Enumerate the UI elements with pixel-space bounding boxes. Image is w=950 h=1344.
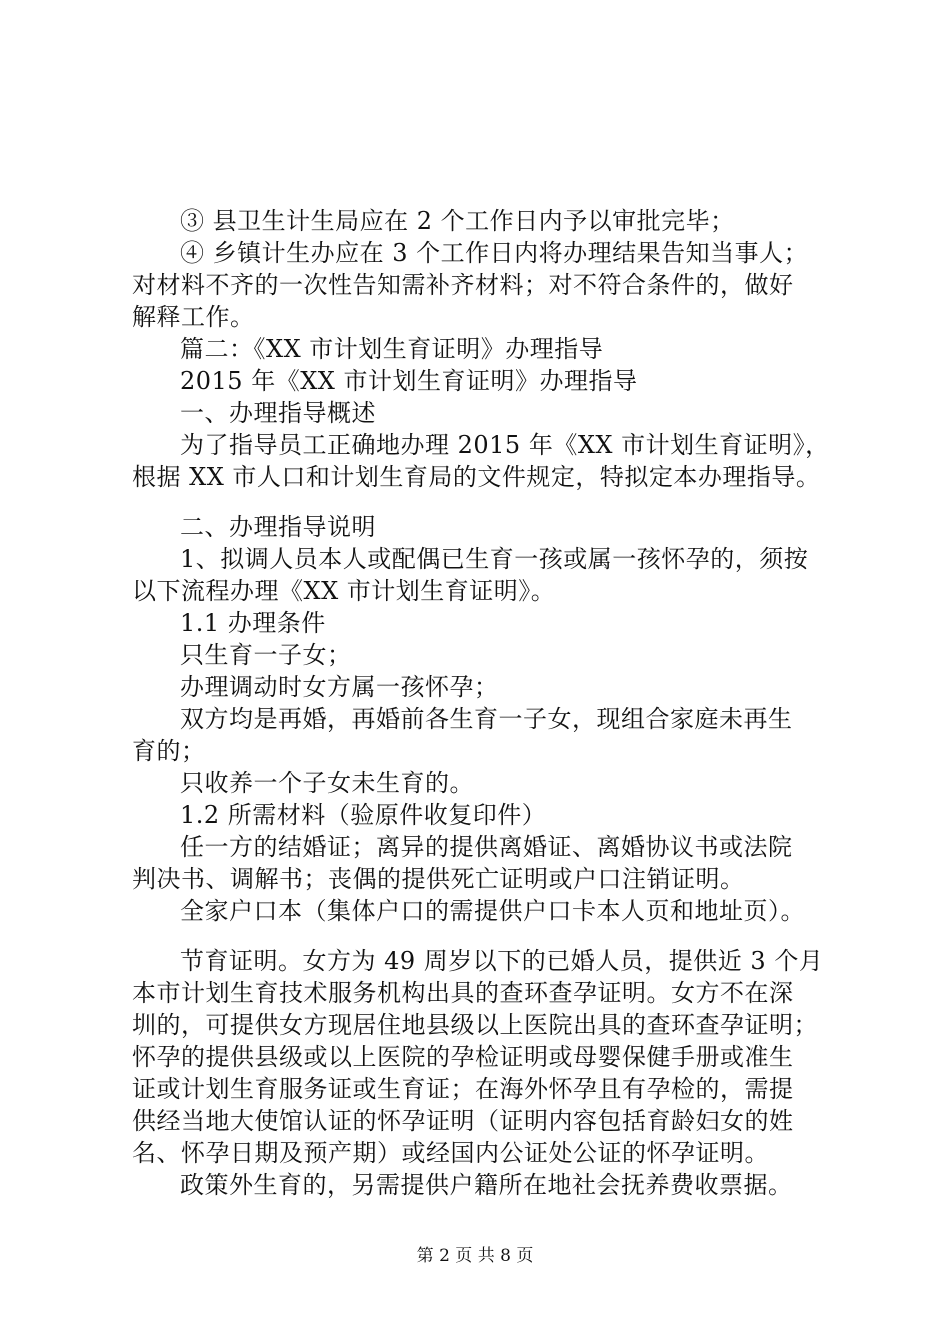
list-item: 办理调动时女方属一孩怀孕； [180,673,499,701]
text-line: 1、拟调人员本人或配偶已生育一孩或属一孩怀孕的，须按 [180,545,809,573]
section-heading: 二、办理指导说明 [180,513,376,541]
text-line: 判决书、调解书；丧偶的提供死亡证明或户口注销证明。 [132,865,745,893]
list-item: 育的； [132,737,206,765]
text-line: 全家户口本（集体户口的需提供户口卡本人页和地址页）。 [180,897,805,925]
text-line: 本市计划生育技术服务机构出具的查环查孕证明。女方不在深 [132,979,794,1007]
text-line: 政策外生育的，另需提供户籍所在地社会抚养费收票据。 [180,1171,793,1199]
list-item: 只收养一个子女未生育的。 [180,769,474,797]
text-line: ④ 乡镇计生办应在 3 个工作日内将办理结果告知当事人； [180,239,809,267]
text-line: 以下流程办理《XX 市计划生育证明》。 [132,577,556,605]
document-title: 2015 年《XX 市计划生育证明》办理指导 [180,367,638,395]
text-line: 为了指导员工正确地办理 2015 年《XX 市计划生育证明》， [180,431,830,459]
list-item: 只生育一子女； [180,641,352,669]
text-line: ③ 县卫生计生局应在 2 个工作日内予以审批完毕； [180,207,735,235]
subsection-heading: 1.2 所需材料（验原件收复印件） [180,801,547,829]
text-line: 对材料不齐的一次性告知需补齐材料；对不符合条件的，做好 [132,271,794,299]
page-number-footer: 第 2 页 共 8 页 [416,1246,534,1266]
text-line: 供经当地大使馆认证的怀孕证明（证明内容包括育龄妇女的姓 [132,1107,794,1135]
text-line: 名、怀孕日期及预产期）或经国内公证处公证的怀孕证明。 [132,1139,769,1167]
text-line: 任一方的结婚证；离异的提供离婚证、离婚协议书或法院 [180,833,793,861]
subsection-heading: 1.1 办理条件 [180,609,326,637]
text-line: 节育证明。女方为 49 周岁以下的已婚人员，提供近 3 个月 [180,947,824,975]
section-heading: 篇二：《XX 市计划生育证明》办理指导 [180,335,604,363]
text-line: 圳的，可提供女方现居住地县级以上医院出具的查环查孕证明； [132,1011,818,1039]
text-line: 怀孕的提供县级或以上医院的孕检证明或母婴保健手册或准生 [132,1043,794,1071]
text-line: 证或计划生育服务证或生育证；在海外怀孕且有孕检的，需提 [132,1075,794,1103]
text-line: 解释工作。 [132,303,255,331]
text-line: 根据 XX 市人口和计划生育局的文件规定，特拟定本办理指导。 [132,463,821,491]
section-heading: 一、办理指导概述 [180,399,376,427]
list-item: 双方均是再婚，再婚前各生育一子女，现组合家庭未再生 [180,705,793,733]
